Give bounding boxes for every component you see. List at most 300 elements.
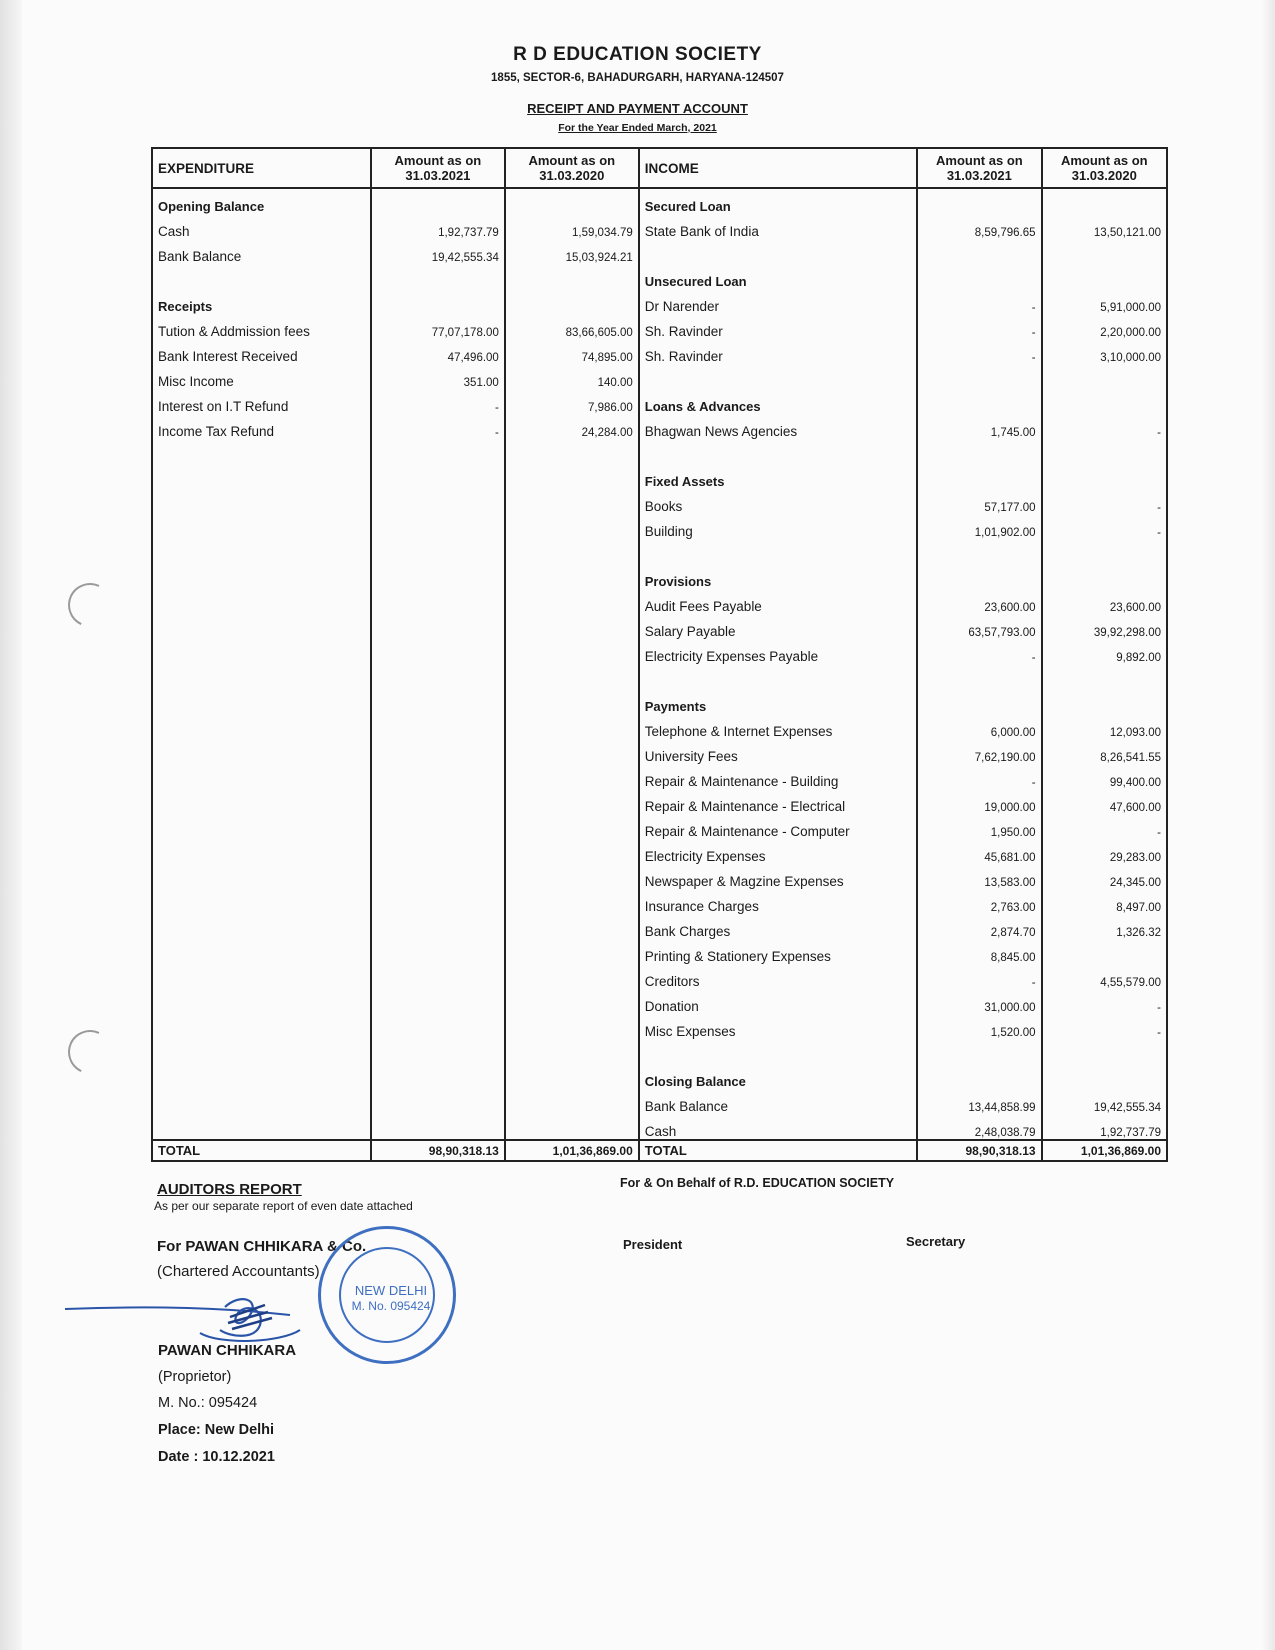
expenditure-label — [152, 914, 371, 939]
table-row — [152, 339, 1167, 364]
expenditure-label — [152, 1089, 371, 1114]
expenditure-label: Bank Balance — [152, 239, 371, 264]
org-name: R D EDUCATION SOCIETY — [513, 44, 762, 65]
inc-amount-2021: 45,681.00 — [917, 839, 1041, 864]
exp-amount-2020 — [505, 1089, 639, 1114]
org-address: 1855, SECTOR-6, BAHADURGARH, HARYANA-124507 — [491, 72, 784, 84]
exp-amount-2020 — [505, 889, 639, 914]
income-label: Fixed Assets — [639, 464, 917, 489]
report-title: RECEIPT AND PAYMENT ACCOUNT — [527, 101, 748, 116]
income-label — [639, 439, 917, 464]
exp-amount-2020: 7,986.00 — [505, 389, 639, 414]
income-label — [639, 364, 917, 389]
income-label: Cash — [639, 1114, 917, 1139]
expenditure-label: Opening Balance — [152, 188, 371, 214]
inc-amount-2021: 2,48,038.79 — [917, 1114, 1041, 1139]
income-label: Audit Fees Payable — [639, 589, 917, 614]
exp-amount-2020: 1,59,034.79 — [505, 214, 639, 239]
expenditure-label — [152, 539, 371, 564]
income-label: Printing & Stationery Expenses — [639, 939, 917, 964]
expenditure-label — [152, 489, 371, 514]
table-row — [152, 939, 1167, 964]
expenditure-label: Misc Income — [152, 364, 371, 389]
inc-amount-2020 — [1042, 939, 1167, 964]
expenditure-label — [152, 764, 371, 789]
table-row — [152, 1014, 1167, 1039]
exp-amount-2020 — [505, 614, 639, 639]
exp-amount-2020 — [505, 789, 639, 814]
income-label — [639, 239, 917, 264]
table-row — [152, 264, 1167, 289]
report-date: Date : 10.12.2021 — [158, 1449, 275, 1465]
total-exp-2020: 1,01,36,869.00 — [505, 1140, 639, 1161]
exp-amount-2021: - — [371, 414, 505, 439]
income-label: Electricity Expenses — [639, 839, 917, 864]
inc-amount-2020: 3,10,000.00 — [1042, 339, 1167, 364]
exp-amount-2020 — [505, 664, 639, 689]
inc-amount-2020 — [1042, 539, 1167, 564]
table-row — [152, 364, 1167, 389]
exp-amount-2021: 351.00 — [371, 364, 505, 389]
income-label: Payments — [639, 689, 917, 714]
exp-amount-2021 — [371, 439, 505, 464]
exp-amount-2021 — [371, 464, 505, 489]
auditor-role: (Proprietor) — [158, 1369, 232, 1385]
inc-amount-2020: - — [1042, 514, 1167, 539]
income-label: Bhagwan News Agencies — [639, 414, 917, 439]
exp-amount-2020 — [505, 839, 639, 864]
expenditure-label — [152, 664, 371, 689]
inc-amount-2021: - — [917, 289, 1041, 314]
inc-amount-2020: 9,892.00 — [1042, 639, 1167, 664]
inc-amount-2020: - — [1042, 814, 1167, 839]
exp-amount-2021 — [371, 964, 505, 989]
income-label: Repair & Maintenance - Electrical — [639, 789, 917, 814]
exp-amount-2021 — [371, 188, 505, 214]
expenditure-label — [152, 1114, 371, 1139]
income-label: Donation — [639, 989, 917, 1014]
total-row — [152, 1140, 1167, 1161]
auditors-report-heading: AUDITORS REPORT — [157, 1181, 302, 1198]
exp-amount-2021 — [371, 889, 505, 914]
exp-amount-2020 — [505, 264, 639, 289]
inc-amount-2021-header: Amount as on 31.03.2021 — [917, 148, 1041, 188]
table-row — [152, 414, 1167, 439]
inc-amount-2021 — [917, 539, 1041, 564]
table-row — [152, 814, 1167, 839]
inc-amount-2021: 8,845.00 — [917, 939, 1041, 964]
inc-amount-2021: 1,01,902.00 — [917, 514, 1041, 539]
exp-amount-2020 — [505, 739, 639, 764]
exp-amount-2021 — [371, 764, 505, 789]
total-inc-2020: 1,01,36,869.00 — [1042, 1140, 1167, 1161]
expenditure-label — [152, 989, 371, 1014]
exp-amount-2021 — [371, 264, 505, 289]
table-row — [152, 889, 1167, 914]
table-row — [152, 914, 1167, 939]
inc-amount-2021 — [917, 564, 1041, 589]
inc-amount-2020: - — [1042, 1014, 1167, 1039]
income-label: Misc Expenses — [639, 1014, 917, 1039]
income-label — [639, 539, 917, 564]
exp-amount-2021 — [371, 1114, 505, 1139]
auditors-report-note: As per our separate report of even date attached — [154, 1199, 413, 1213]
inc-amount-2020: 12,093.00 — [1042, 714, 1167, 739]
income-label: Dr Narender — [639, 289, 917, 314]
income-label: Bank Balance — [639, 1089, 917, 1114]
inc-amount-2020 — [1042, 564, 1167, 589]
inc-amount-2021 — [917, 689, 1041, 714]
exp-amount-2020 — [505, 188, 639, 214]
exp-amount-2020 — [505, 289, 639, 314]
exp-amount-2020 — [505, 589, 639, 614]
table-row — [152, 664, 1167, 689]
table-row — [152, 489, 1167, 514]
exp-amount-2021 — [371, 714, 505, 739]
table-row — [152, 1089, 1167, 1114]
expenditure-label — [152, 464, 371, 489]
exp-amount-2021 — [371, 614, 505, 639]
inc-amount-2020: 8,26,541.55 — [1042, 739, 1167, 764]
exp-amount-2020 — [505, 689, 639, 714]
inc-amount-2020: 39,92,298.00 — [1042, 614, 1167, 639]
account-table — [151, 147, 1168, 1162]
exp-amount-2020-header: Amount as on 31.03.2020 — [505, 148, 639, 188]
auditor-firm-type: (Chartered Accountants) — [157, 1263, 320, 1280]
inc-amount-2021 — [917, 664, 1041, 689]
exp-amount-2021: - — [371, 389, 505, 414]
inc-amount-2021 — [917, 239, 1041, 264]
income-label: Books — [639, 489, 917, 514]
exp-amount-2021 — [371, 989, 505, 1014]
inc-amount-2021: 1,745.00 — [917, 414, 1041, 439]
punch-hole-top — [62, 577, 118, 633]
inc-amount-2021: 1,520.00 — [917, 1014, 1041, 1039]
inc-amount-2021: 13,583.00 — [917, 864, 1041, 889]
table-row — [152, 539, 1167, 564]
punch-hole-bottom — [62, 1024, 118, 1080]
inc-amount-2021 — [917, 264, 1041, 289]
income-label: Loans & Advances — [639, 389, 917, 414]
exp-amount-2020: 15,03,924.21 — [505, 239, 639, 264]
table-row — [152, 514, 1167, 539]
auditor-name: PAWAN CHHIKARA — [158, 1342, 297, 1359]
inc-amount-2021: - — [917, 339, 1041, 364]
table-row — [152, 1064, 1167, 1089]
exp-amount-2021 — [371, 789, 505, 814]
income-label: Creditors — [639, 964, 917, 989]
exp-amount-2021: 77,07,178.00 — [371, 314, 505, 339]
exp-amount-2021 — [371, 939, 505, 964]
inc-amount-2020: 1,92,737.79 — [1042, 1114, 1167, 1139]
inc-amount-2021: 2,763.00 — [917, 889, 1041, 914]
exp-amount-2021 — [371, 589, 505, 614]
exp-amount-2020 — [505, 514, 639, 539]
exp-amount-2020 — [505, 464, 639, 489]
table-row — [152, 864, 1167, 889]
expenditure-label — [152, 889, 371, 914]
expenditure-label: Income Tax Refund — [152, 414, 371, 439]
table-row — [152, 314, 1167, 339]
inc-amount-2020: 2,20,000.00 — [1042, 314, 1167, 339]
income-label: Unsecured Loan — [639, 264, 917, 289]
expenditure-label — [152, 964, 371, 989]
expenditure-label — [152, 739, 371, 764]
report-period: For the Year Ended March, 2021 — [558, 122, 717, 134]
inc-amount-2020 — [1042, 439, 1167, 464]
exp-amount-2021 — [371, 814, 505, 839]
income-label: Salary Payable — [639, 614, 917, 639]
expenditure-label — [152, 864, 371, 889]
table-row — [152, 614, 1167, 639]
exp-amount-2020 — [505, 489, 639, 514]
exp-amount-2020 — [505, 639, 639, 664]
total-inc-2021: 98,90,318.13 — [917, 1140, 1041, 1161]
expenditure-label — [152, 589, 371, 614]
exp-amount-2021 — [371, 1089, 505, 1114]
expenditure-label: Bank Interest Received — [152, 339, 371, 364]
inc-amount-2021: 57,177.00 — [917, 489, 1041, 514]
president-label: President — [623, 1237, 683, 1252]
exp-amount-2021 — [371, 839, 505, 864]
expenditure-label: Tution & Addmission fees — [152, 314, 371, 339]
total-label-right: TOTAL — [639, 1140, 917, 1161]
exp-amount-2020 — [505, 1064, 639, 1089]
inc-amount-2020 — [1042, 464, 1167, 489]
income-label: Insurance Charges — [639, 889, 917, 914]
income-header: INCOME — [639, 148, 917, 188]
exp-amount-2021 — [371, 1039, 505, 1064]
expenditure-label — [152, 1064, 371, 1089]
expenditure-label: Receipts — [152, 289, 371, 314]
expenditure-label — [152, 689, 371, 714]
exp-amount-2021 — [371, 739, 505, 764]
inc-amount-2021: 7,62,190.00 — [917, 739, 1041, 764]
income-label: Newspaper & Magzine Expenses — [639, 864, 917, 889]
exp-amount-2021 — [371, 914, 505, 939]
inc-amount-2020 — [1042, 1039, 1167, 1064]
exp-amount-2020 — [505, 1039, 639, 1064]
inc-amount-2021: 1,950.00 — [917, 814, 1041, 839]
income-label: Building — [639, 514, 917, 539]
inc-amount-2021: - — [917, 964, 1041, 989]
inc-amount-2021 — [917, 439, 1041, 464]
exp-amount-2020 — [505, 1014, 639, 1039]
table-body — [152, 188, 1167, 1161]
inc-amount-2020: 4,55,579.00 — [1042, 964, 1167, 989]
exp-amount-2021: 19,42,555.34 — [371, 239, 505, 264]
inc-amount-2021: - — [917, 639, 1041, 664]
exp-amount-2021: 1,92,737.79 — [371, 214, 505, 239]
income-label: State Bank of India — [639, 214, 917, 239]
exp-amount-2020 — [505, 714, 639, 739]
expenditure-label — [152, 439, 371, 464]
expenditure-label — [152, 639, 371, 664]
exp-amount-2020 — [505, 964, 639, 989]
table-row — [152, 764, 1167, 789]
inc-amount-2020 — [1042, 188, 1167, 214]
income-label: Secured Loan — [639, 188, 917, 214]
auditor-firm: For PAWAN CHHIKARA & Co. — [157, 1238, 367, 1255]
table-row — [152, 739, 1167, 764]
expenditure-label — [152, 939, 371, 964]
inc-amount-2021: - — [917, 764, 1041, 789]
income-label: Electricity Expenses Payable — [639, 639, 917, 664]
inc-amount-2021 — [917, 1064, 1041, 1089]
exp-amount-2020 — [505, 764, 639, 789]
scan-edge-left — [0, 0, 22, 1650]
exp-amount-2021 — [371, 1064, 505, 1089]
income-label: Bank Charges — [639, 914, 917, 939]
expenditure-header: EXPENDITURE — [152, 148, 371, 188]
table-row — [152, 188, 1167, 214]
table-row — [152, 964, 1167, 989]
income-label: Repair & Maintenance - Computer — [639, 814, 917, 839]
inc-amount-2021 — [917, 1039, 1041, 1064]
income-label: Closing Balance — [639, 1064, 917, 1089]
table-row — [152, 389, 1167, 414]
income-label: University Fees — [639, 739, 917, 764]
inc-amount-2020: 8,497.00 — [1042, 889, 1167, 914]
exp-amount-2020: 24,284.00 — [505, 414, 639, 439]
expenditure-label — [152, 1014, 371, 1039]
table-row — [152, 689, 1167, 714]
exp-amount-2020 — [505, 914, 639, 939]
expenditure-label — [152, 264, 371, 289]
seal-city: NEW DELHI — [354, 1283, 428, 1298]
inc-amount-2020: 1,326.32 — [1042, 914, 1167, 939]
inc-amount-2020: - — [1042, 414, 1167, 439]
table-row — [152, 239, 1167, 264]
inc-amount-2020 — [1042, 1064, 1167, 1089]
exp-amount-2021: 47,496.00 — [371, 339, 505, 364]
expenditure-label — [152, 789, 371, 814]
secretary-label: Secretary — [906, 1234, 966, 1249]
inc-amount-2021: 63,57,793.00 — [917, 614, 1041, 639]
inc-amount-2020: 23,600.00 — [1042, 589, 1167, 614]
table-row — [152, 464, 1167, 489]
inc-amount-2020 — [1042, 239, 1167, 264]
expenditure-label — [152, 839, 371, 864]
table-header-row — [152, 148, 1167, 188]
table-row — [152, 714, 1167, 739]
expenditure-label: Interest on I.T Refund — [152, 389, 371, 414]
total-exp-2021: 98,90,318.13 — [371, 1140, 505, 1161]
exp-amount-2020 — [505, 989, 639, 1014]
inc-amount-2021 — [917, 389, 1041, 414]
table-row — [152, 439, 1167, 464]
exp-amount-2020: 74,895.00 — [505, 339, 639, 364]
expenditure-label — [152, 564, 371, 589]
exp-amount-2021 — [371, 689, 505, 714]
expenditure-label — [152, 814, 371, 839]
auditor-membership-no: M. No.: 095424 — [158, 1395, 258, 1411]
inc-amount-2020 — [1042, 389, 1167, 414]
table-row — [152, 214, 1167, 239]
exp-amount-2021 — [371, 514, 505, 539]
report-place: Place: New Delhi — [158, 1422, 275, 1438]
expenditure-label — [152, 514, 371, 539]
expenditure-label — [152, 614, 371, 639]
income-label: Sh. Ravinder — [639, 339, 917, 364]
exp-amount-2021 — [371, 1014, 505, 1039]
table-row — [152, 1114, 1167, 1139]
inc-amount-2020: 47,600.00 — [1042, 789, 1167, 814]
expenditure-label — [152, 1039, 371, 1064]
society-behalf: For & On Behalf of R.D. EDUCATION SOCIETY — [620, 1176, 895, 1190]
inc-amount-2021 — [917, 188, 1041, 214]
income-label — [639, 664, 917, 689]
expenditure-label — [152, 714, 371, 739]
exp-amount-2020 — [505, 564, 639, 589]
inc-amount-2021 — [917, 464, 1041, 489]
exp-amount-2020 — [505, 1114, 639, 1139]
scan-edge-right — [1261, 0, 1275, 1650]
seal-mno: M. No. 095424 — [351, 1299, 431, 1313]
inc-amount-2021: 2,874.70 — [917, 914, 1041, 939]
exp-amount-2020: 140.00 — [505, 364, 639, 389]
exp-amount-2021 — [371, 864, 505, 889]
income-label: Repair & Maintenance - Building — [639, 764, 917, 789]
inc-amount-2020 — [1042, 364, 1167, 389]
inc-amount-2021 — [917, 364, 1041, 389]
exp-amount-2021-header: Amount as on 31.03.2021 — [371, 148, 505, 188]
inc-amount-2020: 13,50,121.00 — [1042, 214, 1167, 239]
table-row — [152, 589, 1167, 614]
inc-amount-2021: 8,59,796.65 — [917, 214, 1041, 239]
table-row — [152, 1039, 1167, 1064]
inc-amount-2020: - — [1042, 489, 1167, 514]
income-label: Provisions — [639, 564, 917, 589]
inc-amount-2020-header: Amount as on 31.03.2020 — [1042, 148, 1167, 188]
exp-amount-2021 — [371, 289, 505, 314]
inc-amount-2020: 5,91,000.00 — [1042, 289, 1167, 314]
expenditure-label: Cash — [152, 214, 371, 239]
inc-amount-2020 — [1042, 664, 1167, 689]
exp-amount-2021 — [371, 564, 505, 589]
exp-amount-2020 — [505, 539, 639, 564]
inc-amount-2021: 23,600.00 — [917, 589, 1041, 614]
exp-amount-2021 — [371, 664, 505, 689]
exp-amount-2020 — [505, 814, 639, 839]
table-row — [152, 839, 1167, 864]
ca-seal-stamp — [318, 1226, 456, 1364]
exp-amount-2020 — [505, 939, 639, 964]
income-label — [639, 1039, 917, 1064]
table-row — [152, 564, 1167, 589]
income-label: Sh. Ravinder — [639, 314, 917, 339]
inc-amount-2020: - — [1042, 989, 1167, 1014]
exp-amount-2021 — [371, 639, 505, 664]
table-row — [152, 639, 1167, 664]
income-label: Telephone & Internet Expenses — [639, 714, 917, 739]
inc-amount-2021: 19,000.00 — [917, 789, 1041, 814]
inc-amount-2020: 19,42,555.34 — [1042, 1089, 1167, 1114]
exp-amount-2021 — [371, 539, 505, 564]
exp-amount-2020: 83,66,605.00 — [505, 314, 639, 339]
inc-amount-2020: 24,345.00 — [1042, 864, 1167, 889]
table-row — [152, 989, 1167, 1014]
exp-amount-2020 — [505, 864, 639, 889]
total-label-left: TOTAL — [152, 1140, 371, 1161]
exp-amount-2021 — [371, 489, 505, 514]
inc-amount-2020 — [1042, 689, 1167, 714]
exp-amount-2020 — [505, 439, 639, 464]
inc-amount-2021: 13,44,858.99 — [917, 1089, 1041, 1114]
inc-amount-2020 — [1042, 264, 1167, 289]
inc-amount-2020: 29,283.00 — [1042, 839, 1167, 864]
table-row — [152, 289, 1167, 314]
